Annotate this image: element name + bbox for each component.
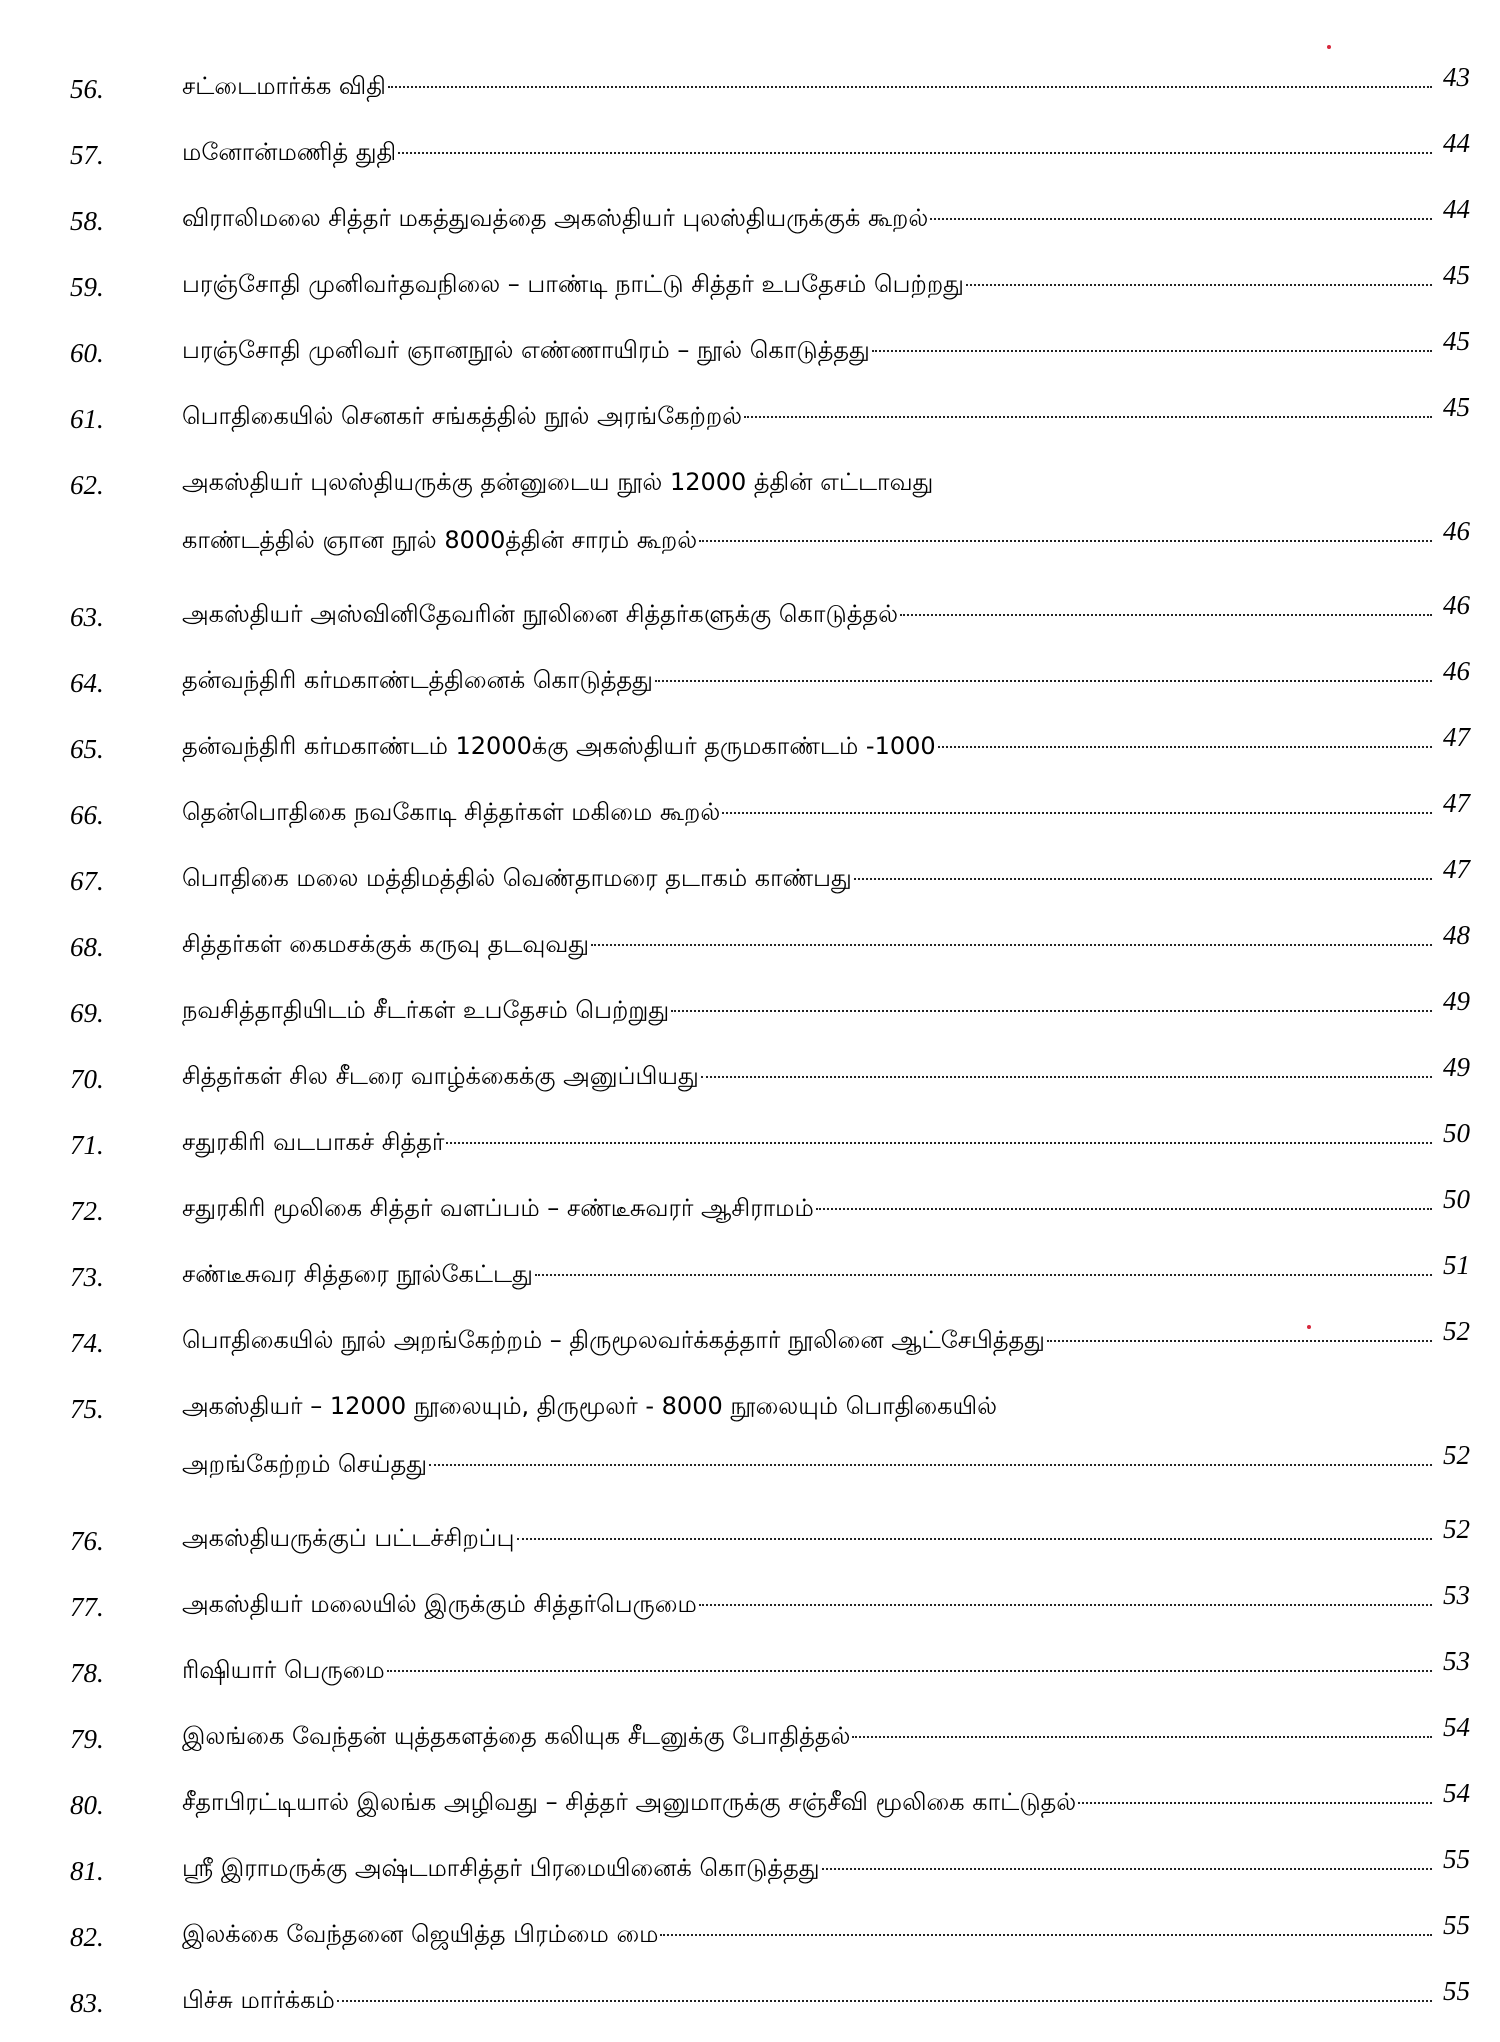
dot-leader <box>699 1604 1432 1606</box>
entry-number: 60. <box>70 338 104 368</box>
entry-number: 64. <box>70 668 104 698</box>
table-of-contents <box>70 62 1470 2042</box>
toc-entry <box>70 1976 1470 2034</box>
dot-leader <box>699 540 1432 542</box>
entry-line <box>182 854 1470 912</box>
entry-title: அகஸ்தியருக்குப் பட்டச்சிறப்பு <box>182 1524 515 1552</box>
entry-body <box>182 854 1470 912</box>
entry-line <box>182 722 1470 780</box>
toc-entry <box>70 1844 1470 1902</box>
red-dot-mark <box>1327 45 1331 49</box>
toc-entry <box>70 1580 1470 1638</box>
toc-entry <box>70 458 1470 574</box>
entry-page-number: 46 <box>1443 656 1470 686</box>
entry-body <box>182 1580 1470 1638</box>
entry-title: பொதிகையில் செனகர் சங்கத்தில் நூல் அரங்கேற்றல் <box>182 402 743 430</box>
dot-leader <box>1047 1340 1432 1342</box>
toc-entry <box>70 128 1470 186</box>
entry-number: 74. <box>70 1328 104 1358</box>
entry-number: 65. <box>70 734 104 764</box>
entry-title: ஸ்ரீ இராமருக்கு அஷ்டமாசித்தர் பிரமையினைக் கொடுத்தது <box>182 1854 820 1882</box>
entry-line <box>182 1844 1470 1902</box>
entry-title: காண்டத்தில் ஞான நூல் 8000த்தின் சாரம் கூறல் <box>182 526 698 554</box>
entry-page-number: 49 <box>1443 986 1470 1016</box>
entry-body <box>182 392 1470 450</box>
entry-number: 61. <box>70 404 104 434</box>
entry-page-number: 54 <box>1443 1712 1470 1742</box>
entry-number: 79. <box>70 1724 104 1754</box>
entry-page-number: 53 <box>1443 1580 1470 1610</box>
entry-number: 56. <box>70 74 104 104</box>
entry-page-number: 50 <box>1443 1184 1470 1214</box>
entry-title: பொதிகை மலை மத்திமத்தில் வெண்தாமரை தடாகம் காண்பது <box>182 864 852 892</box>
entry-line <box>182 1440 1470 1498</box>
entry-number: 66. <box>70 800 104 830</box>
entry-title: இலங்கை வேந்தன் யுத்தகளத்தை கலியுக சீடனுக்கு போதித்தல் <box>182 1722 851 1750</box>
entry-number: 70. <box>70 1064 104 1094</box>
entry-number: 76. <box>70 1526 104 1556</box>
toc-entry <box>70 194 1470 252</box>
entry-line <box>182 656 1470 714</box>
dot-leader <box>852 1736 1432 1738</box>
dot-leader <box>517 1538 1432 1540</box>
entry-body <box>182 260 1470 318</box>
entry-page-number: 52 <box>1443 1316 1470 1346</box>
entry-line <box>182 1976 1470 2034</box>
entry-number: 71. <box>70 1130 104 1160</box>
dot-leader <box>854 878 1432 880</box>
toc-entry <box>70 62 1470 120</box>
entry-number: 75. <box>70 1394 104 1424</box>
dot-leader <box>387 1670 1432 1672</box>
entry-title: பரஞ்சோதி முனிவர் ஞானநூல் எண்ணாயிரம் – நூல் கொடுத்தது <box>182 336 870 364</box>
dot-leader <box>337 2000 1432 2002</box>
toc-entry <box>70 1910 1470 1968</box>
toc-entry <box>70 1250 1470 1308</box>
entry-title: மனோன்மணித் துதி <box>182 138 397 166</box>
entry-title-line1: அகஸ்தியர் புலஸ்தியருக்கு தன்னுடைய நூல் 12000 த்தின் எட்டாவது <box>182 468 934 496</box>
toc-entry <box>70 1382 1470 1498</box>
entry-title: இலக்கை வேந்தனை ஜெயித்த பிரம்மை மை <box>182 1920 659 1948</box>
entry-title: சதுரகிரி மூலிகை சித்தர் வளப்பம் – சண்டீசுவரர் ஆசிராமம் <box>182 1194 814 1222</box>
entry-title: அகஸ்தியர் மலையில் இருக்கும் சித்தர்பெருமை <box>182 1590 697 1618</box>
entry-page-number: 53 <box>1443 1646 1470 1676</box>
toc-entry <box>70 920 1470 978</box>
entry-body <box>182 1052 1470 1110</box>
toc-entry <box>70 788 1470 846</box>
entry-body <box>182 920 1470 978</box>
entry-line <box>182 1646 1470 1704</box>
entry-line <box>182 260 1470 318</box>
entry-page-number: 47 <box>1443 722 1470 752</box>
entry-number: 81. <box>70 1856 104 1886</box>
dot-leader <box>816 1208 1432 1210</box>
dot-leader <box>872 350 1432 352</box>
entry-body <box>182 1514 1470 1572</box>
toc-entry <box>70 392 1470 450</box>
dot-leader <box>535 1274 1432 1276</box>
entry-number: 77. <box>70 1592 104 1622</box>
entry-page-number: 45 <box>1443 260 1470 290</box>
entry-body <box>182 722 1470 780</box>
entry-line <box>182 1316 1470 1374</box>
red-dot-mark <box>1307 1325 1311 1329</box>
entry-title: பிச்சு மார்க்கம் <box>182 1986 335 2014</box>
dot-leader <box>966 284 1432 286</box>
entry-line <box>182 1184 1470 1242</box>
entry-page-number: 43 <box>1443 62 1470 92</box>
entry-line <box>182 194 1470 252</box>
dot-leader <box>446 1142 1432 1144</box>
entry-page-number: 48 <box>1443 920 1470 950</box>
entry-page-number: 51 <box>1443 1250 1470 1280</box>
entry-line <box>182 62 1470 120</box>
toc-entry <box>70 1646 1470 1704</box>
entry-body <box>182 1910 1470 1968</box>
toc-entry <box>70 986 1470 1044</box>
entry-number: 58. <box>70 206 104 236</box>
entry-title: சீதாபிரட்டியால் இலங்க அழிவது – சித்தர் அனுமாருக்கு சஞ்சீவி மூலிகை காட்டுதல் <box>182 1788 1077 1816</box>
entry-title: தன்வந்திரி கர்மகாண்டம் 12000க்கு அகஸ்தியர் தருமகாண்டம் -1000 <box>182 732 936 760</box>
entry-line <box>182 1382 1470 1440</box>
dot-leader <box>722 812 1432 814</box>
entry-page-number: 52 <box>1443 1514 1470 1544</box>
entry-page-number: 54 <box>1443 1778 1470 1808</box>
dot-leader <box>930 218 1432 220</box>
entry-page-number: 55 <box>1443 1976 1470 2006</box>
dot-leader <box>1078 1802 1432 1804</box>
entry-page-number: 46 <box>1443 590 1470 620</box>
entry-line <box>182 590 1470 648</box>
entry-number: 68. <box>70 932 104 962</box>
dot-leader <box>660 1934 1432 1936</box>
entry-body <box>182 1118 1470 1176</box>
entry-page-number: 55 <box>1443 1844 1470 1874</box>
entry-body <box>182 326 1470 384</box>
dot-leader <box>655 680 1432 682</box>
entry-body <box>182 656 1470 714</box>
entry-line <box>182 516 1470 574</box>
entry-line <box>182 1712 1470 1770</box>
entry-line <box>182 1118 1470 1176</box>
dot-leader <box>938 746 1432 748</box>
entry-line <box>182 788 1470 846</box>
toc-entry <box>70 1052 1470 1110</box>
entry-title: அறங்கேற்றம் செய்தது <box>182 1450 428 1478</box>
dot-leader <box>671 1010 1432 1012</box>
entry-body <box>182 1778 1470 1836</box>
entry-title: விராலிமலை சித்தர் மகத்துவத்தை அகஸ்தியர் புலஸ்தியருக்குக் கூறல் <box>182 204 929 232</box>
entry-number: 59. <box>70 272 104 302</box>
toc-entry <box>70 1316 1470 1374</box>
entry-number: 69. <box>70 998 104 1028</box>
entry-line <box>182 1778 1470 1836</box>
entry-body <box>182 1184 1470 1242</box>
entry-page-number: 45 <box>1443 326 1470 356</box>
entry-page-number: 50 <box>1443 1118 1470 1148</box>
entry-body <box>182 1646 1470 1704</box>
entry-body <box>182 590 1470 648</box>
entry-page-number: 46 <box>1443 516 1470 546</box>
entry-number: 83. <box>70 1988 104 2018</box>
entry-title-line1: அகஸ்தியர் – 12000 நூலையும், திருமூலர் - 8000 நூலையும் பொதிகையில் <box>182 1392 998 1420</box>
dot-leader <box>701 1076 1432 1078</box>
toc-entry <box>70 854 1470 912</box>
entry-body <box>182 1976 1470 2034</box>
entry-body <box>182 128 1470 186</box>
entry-line <box>182 326 1470 384</box>
dot-leader <box>744 416 1432 418</box>
toc-entry <box>70 326 1470 384</box>
entry-page-number: 52 <box>1443 1440 1470 1470</box>
dot-leader <box>900 614 1432 616</box>
entry-line <box>182 458 1470 516</box>
entry-title: அகஸ்தியர் அஸ்வினிதேவரின் நூலினை சித்தர்களுக்கு கொடுத்தல் <box>182 600 899 628</box>
entry-number: 78. <box>70 1658 104 1688</box>
toc-entry <box>70 260 1470 318</box>
entry-line <box>182 1910 1470 1968</box>
entry-title: நவசித்தாதியிடம் சீடர்கள் உபதேசம் பெற்றுது <box>182 996 670 1024</box>
toc-entry <box>70 1184 1470 1242</box>
dot-leader <box>429 1464 1432 1466</box>
dot-leader <box>591 944 1432 946</box>
entry-number: 67. <box>70 866 104 896</box>
entry-body <box>182 1382 1470 1498</box>
entry-body <box>182 1844 1470 1902</box>
entry-title: சண்டீசுவர சித்தரை நூல்கேட்டது <box>182 1260 533 1288</box>
entry-line <box>182 986 1470 1044</box>
entry-body <box>182 458 1470 574</box>
entry-body <box>182 1712 1470 1770</box>
entry-body <box>182 1250 1470 1308</box>
entry-line <box>182 1580 1470 1638</box>
dot-leader <box>388 86 1432 88</box>
entry-title: பரஞ்சோதி முனிவர்தவநிலை – பாண்டி நாட்டு சித்தர் உபதேசம் பெற்றது <box>182 270 964 298</box>
dot-leader <box>398 152 1432 154</box>
entry-page-number: 47 <box>1443 788 1470 818</box>
entry-body <box>182 986 1470 1044</box>
toc-entry <box>70 1118 1470 1176</box>
entry-title: தன்வந்திரி கர்மகாண்டத்தினைக் கொடுத்தது <box>182 666 653 694</box>
entry-page-number: 44 <box>1443 128 1470 158</box>
entry-number: 63. <box>70 602 104 632</box>
entry-page-number: 44 <box>1443 194 1470 224</box>
entry-line <box>182 920 1470 978</box>
entry-body <box>182 788 1470 846</box>
entry-page-number: 55 <box>1443 1910 1470 1940</box>
toc-entry <box>70 590 1470 648</box>
entry-number: 82. <box>70 1922 104 1952</box>
entry-title: தென்பொதிகை நவகோடி சித்தர்கள் மகிமை கூறல் <box>182 798 721 826</box>
entry-number: 62. <box>70 470 104 500</box>
entry-line <box>182 1250 1470 1308</box>
entry-line <box>182 128 1470 186</box>
toc-entry <box>70 656 1470 714</box>
entry-title: பொதிகையில் நூல் அறங்கேற்றம் – திருமூலவர்க்கத்தார் நூலினை ஆட்சேபித்தது <box>182 1326 1045 1354</box>
entry-line <box>182 392 1470 450</box>
toc-entry <box>70 1514 1470 1572</box>
entry-number: 57. <box>70 140 104 170</box>
entry-body <box>182 62 1470 120</box>
entry-title: ரிஷியார் பெருமை <box>182 1656 385 1684</box>
entry-number: 72. <box>70 1196 104 1226</box>
toc-entry <box>70 722 1470 780</box>
entry-page-number: 45 <box>1443 392 1470 422</box>
entry-number: 80. <box>70 1790 104 1820</box>
entry-number: 73. <box>70 1262 104 1292</box>
entry-body <box>182 1316 1470 1374</box>
entry-line <box>182 1514 1470 1572</box>
toc-entry <box>70 1778 1470 1836</box>
entry-title: சட்டைமார்க்க விதி <box>182 72 386 100</box>
entry-title: சித்தர்கள் சில சீடரை வாழ்க்கைக்கு அனுப்பியது <box>182 1062 699 1090</box>
entry-line <box>182 1052 1470 1110</box>
entry-body <box>182 194 1470 252</box>
toc-entry <box>70 1712 1470 1770</box>
entry-page-number: 49 <box>1443 1052 1470 1082</box>
entry-page-number: 47 <box>1443 854 1470 884</box>
entry-title: சித்தர்கள் கைமசக்குக் கருவு தடவுவது <box>182 930 590 958</box>
entry-title: சதுரகிரி வடபாகச் சித்தர் <box>182 1128 445 1156</box>
dot-leader <box>822 1868 1432 1870</box>
